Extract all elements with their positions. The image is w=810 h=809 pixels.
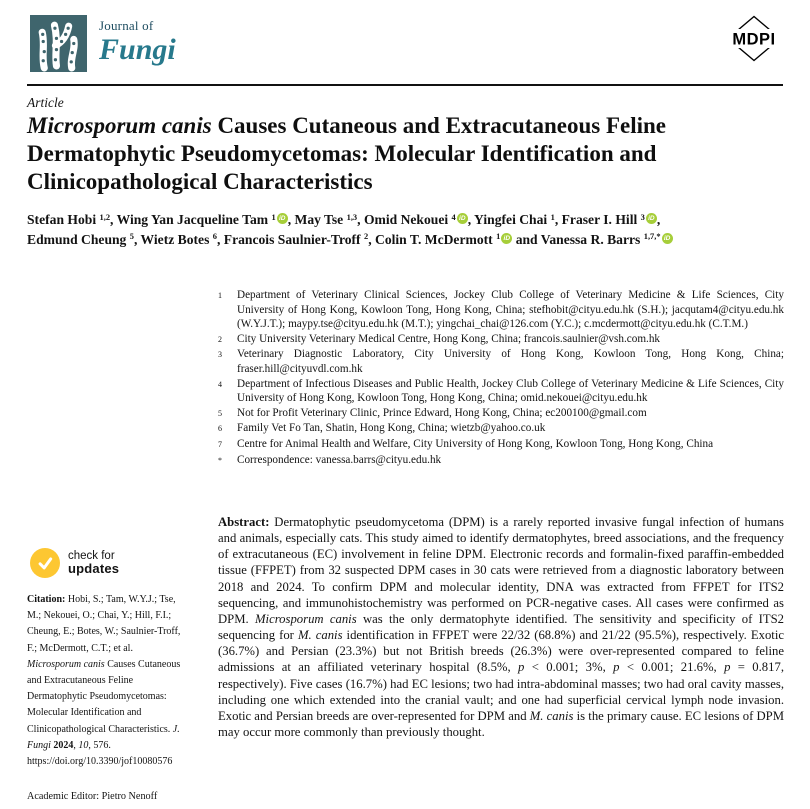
affiliations-block	[218, 288, 784, 468]
affiliation-marker: 3	[218, 350, 222, 360]
affiliation-row	[218, 347, 784, 376]
affiliation-marker: 2	[218, 334, 222, 344]
check-circle-icon	[30, 548, 60, 578]
affiliation-row	[218, 437, 784, 453]
affiliation-text: Department of Veterinary Clinical Sciences, Jockey Club College of Veterinary Medicine & Life Sciences, City University of Hong Kong, Kowloon Tong, Hong Kong, China; stefhobit@cityu.edu.hk (S.H.); jacqutam4@cityu.edu.hk (W.Y.J.T.); maypy.tse@cityu.edu.hk (M.T.); yingchai_chai@126.com (Y.C.); c.mcdermott@cityu.edu.hk (C.T.M.)	[237, 289, 784, 331]
mdpi-logo	[725, 15, 783, 62]
affiliation-row	[218, 288, 784, 332]
journal-tagline: Journal of	[99, 18, 154, 33]
affiliation-row	[218, 453, 784, 469]
affiliation-text: Veterinary Diagnostic Laboratory, City University of Hong Kong, Kowloon Tong, Hong Kong, China; fraser.hill@cityuvdl.com.hk	[237, 348, 784, 375]
affiliation-text: Family Vet Fo Tan, Shatin, Hong Kong, China; wietzb@yahoo.co.uk	[237, 422, 546, 435]
affiliation-row	[218, 421, 784, 437]
abstract-paragraph: Abstract: Dermatophytic pseudomycetoma (DPM) is a rarely reported invasive fungal infection of humans and animals, especially cats. This study aimed to identify dermatophytes, breed associations, and the frequency of extracutaneous (EC) involvement in feline DPM. Electronic records and formalin-fixed paraffin-embedded tissue (FFPET) from 32 suspected DPM cases in 30 cats were retrieved from a diagnostic laboratory between 2018 and 2024. To confirm DPM and molecular identity, DNA was extracted from FFPET for ITS2 sequencing, and immunohistochemistry was performed on PCR-negative cases. All cases were confirmed as DPM. Microsporum canis was the only dermatophyte identified. The sensitivity and specificity of ITS2 sequencing for M. canis identification in FFPET were 22/32 (68.8%) and 21/22 (95.5%), respectively. Exotic (36.7%) and Persian (23.3%) but not British breeds (26.3%) were over-represented compared to feline admissions at an affiliated veterinary hospital (8.5%, p < 0.001; 3%, p < 0.001; 21.6%, p = 0.817, respectively). Five cases (16.7%) had EC lesions; two had intra-abdominal masses; two had oral cavity masses, including one which extended into the cranial vault; and one had superficial cervical lymph node invasion. Exotic and Persian breeds are over-represented for DPM and M. canis is the primary cause. EC lesions of DPM may occur more commonly than previously thought.	[218, 515, 785, 740]
journal-logo	[30, 15, 87, 72]
affiliation-marker: 7	[218, 439, 222, 449]
article-type-label: Article	[27, 95, 64, 110]
page-title: Microsporum canis Causes Cutaneous and Extracutaneous Feline Dermatophytic Pseudomycetomas: Molecular Identification and Clinicopathological Characteristics	[27, 113, 666, 194]
affiliation-marker: 5	[218, 408, 222, 418]
header-divider	[27, 84, 783, 86]
affiliation-row	[218, 406, 784, 422]
academic-editor-line: Academic Editor: Pietro Nenoff	[27, 791, 158, 802]
mdpi-logo-icon	[725, 15, 783, 62]
svg-text:MDPI: MDPI	[732, 30, 776, 49]
orcid-id-icon[interactable]: iD	[457, 213, 468, 224]
citation-block: Citation: Hobi, S.; Tam, W.Y.J.; Tse, M.; Nekouei, O.; Chai, Y.; Hill, F.I.; Cheung, E.; Botes, W.; Saulnier-Troff, F.; McDermott, C.T.; et al. Microsporum canis Causes Cutaneous and Extracutaneous Feline Dermatophytic Pseudomycetomas: Molecular Identification and Clinicopathological Characteristics. J. Fungi 2024, 10, 576. https://doi.org/10.3390/jof10080576	[27, 594, 181, 768]
orcid-id-icon[interactable]: iD	[501, 233, 512, 244]
check-for-updates-label: check for updates	[68, 550, 120, 577]
journal-wordmark	[99, 19, 176, 65]
check-for-updates-badge[interactable]	[30, 548, 119, 578]
orcid-id-icon[interactable]: iD	[277, 213, 288, 224]
journal-name: Fungi	[99, 33, 176, 66]
affiliation-text: Correspondence: vanessa.barrs@cityu.edu.hk	[237, 453, 442, 466]
affiliation-marker: *	[218, 455, 222, 465]
affiliation-text: City University Veterinary Medical Centre, Hong Kong, China; francois.saulnier@vsh.com.hk	[237, 332, 661, 345]
affiliation-text: Department of Infectious Diseases and Public Health, Jockey Club College of Veterinary Medicine & Life Sciences, City University of Hong Kong, Kowloon Tong, Hong Kong, China; omid.nekouei@cityu.edu.hk	[237, 377, 784, 405]
affiliation-row	[218, 377, 784, 406]
affiliation-marker: 6	[218, 424, 222, 434]
affiliation-marker: 4	[218, 379, 222, 389]
fungal-hyphae-logo	[30, 15, 87, 72]
affiliation-row	[218, 332, 784, 348]
author-list: Stefan Hobi $^{1,2}$, Wing Yan Jacqueline Tam $^1$ iD , May Tse $^{1,3}$, Omid Nekouei $^4$ iD , Yingfei Chai $^1$, Fraser I. Hill $^3$ iD , Edmund Cheung $^5$, Wietz Botes $^6$, Francois Saulnier-Troff $^2$, Colin T. McDermott $^1$ iD and Vanessa R. Barrs $^{1,7,*}$ iD	[27, 210, 787, 249]
orcid-id-icon[interactable]: iD	[662, 233, 673, 244]
affiliation-text: Centre for Animal Health and Welfare, City University of Hong Kong, Kowloon Tong, Hong Kong, China	[237, 437, 714, 450]
affiliation-text: Not for Profit Veterinary Clinic, Prince Edward, Hong Kong, China; ec200100@gmail.com	[237, 406, 647, 419]
affiliation-marker: 1	[218, 291, 222, 300]
orcid-id-icon[interactable]: iD	[646, 213, 657, 224]
